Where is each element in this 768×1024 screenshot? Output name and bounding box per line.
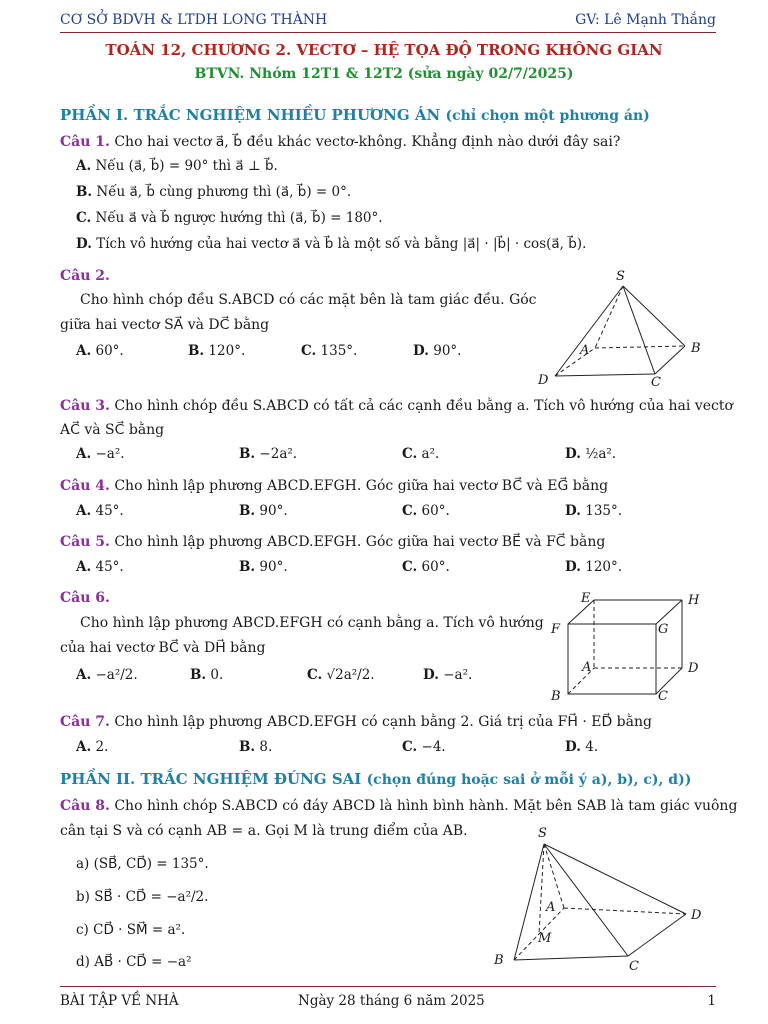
- label-s: S: [538, 826, 547, 841]
- q2-option-c[interactable]: C. 135°.: [301, 343, 358, 359]
- q3-option-d[interactable]: D. ½a².: [565, 446, 617, 462]
- part-2-title: PHẦN II. TRẮC NGHIỆM ĐÚNG SAI: [60, 770, 362, 788]
- q3-option-c[interactable]: C. a².: [402, 446, 440, 462]
- question-3-text-1: Cho hình chóp đều S.ABCD có tất cả các cạnh đều bằng a. Tích vô hướng của hai vectơ: [114, 398, 733, 414]
- footer-label: BÀI TẬP VỀ NHÀ: [60, 993, 179, 1009]
- question-2-label: Câu 2.: [60, 268, 110, 284]
- q1-option-c[interactable]: C. Nếu a⃗ và b⃗ ngược hướng thì (a⃗, b⃗) = 180°.: [76, 210, 383, 226]
- q5-option-a[interactable]: A. 45°.: [76, 559, 124, 575]
- question-7-label: Câu 7.: [60, 714, 110, 730]
- pyramid-figure-q2: [530, 264, 710, 388]
- question-4-text: Cho hình lập phương ABCD.EFGH. Góc giữa hai vectơ BC⃗ và EG⃗ bằng: [114, 478, 609, 494]
- part-1-title: PHẦN I. TRẮC NGHIỆM NHIỀU PHƯƠNG ÁN: [60, 106, 441, 124]
- question-5-label: Câu 5.: [60, 534, 110, 550]
- label-f: F: [551, 622, 561, 637]
- label-s: S: [616, 269, 625, 284]
- question-1: [60, 134, 620, 150]
- question-8-text-1: Cho hình chóp S.ABCD có đáy ABCD là hình bình hành. Mặt bên SAB là tam giác vuông: [114, 798, 738, 814]
- q4-option-d[interactable]: D. 135°.: [565, 503, 623, 519]
- q1-option-d[interactable]: D. Tích vô hướng của hai vectơ a⃗ và b⃗ là một số và bằng |a⃗| · |b⃗| · cos(a⃗, b⃗).: [76, 236, 587, 252]
- q1-option-b[interactable]: B. Nếu a⃗, b⃗ cùng phương thì (a⃗, b⃗) = 0°.: [76, 184, 352, 200]
- q8-item-d[interactable]: d) AB⃗ · CD⃗ = −a²: [76, 954, 192, 970]
- question-3-label: Câu 3.: [60, 398, 110, 414]
- cube-figure-q6: [540, 588, 720, 708]
- label-c: C: [658, 689, 668, 704]
- q2-option-d[interactable]: D. 90°.: [413, 343, 462, 359]
- question-3: [60, 398, 733, 414]
- q1-option-a[interactable]: A. Nếu (a⃗, b⃗) = 90° thì a⃗ ⊥ b⃗.: [76, 158, 278, 174]
- question-5: [60, 534, 605, 550]
- header-school: CƠ SỞ BDVH & LTDH LONG THÀNH: [60, 12, 328, 28]
- label-c: C: [629, 959, 639, 974]
- label-a: A: [546, 900, 556, 915]
- question-7: [60, 714, 652, 730]
- question-8-label: Câu 8.: [60, 798, 110, 814]
- header-teacher: GV: Lê Mạnh Thắng: [575, 12, 716, 28]
- label-c: C: [651, 375, 661, 390]
- label-b: B: [494, 953, 504, 968]
- q8-item-b[interactable]: b) SB⃗ · CD⃗ = −a²/2.: [76, 889, 209, 905]
- q7-option-a[interactable]: A. 2.: [76, 739, 109, 755]
- question-4-label: Câu 4.: [60, 478, 110, 494]
- question-8-text-2: cân tại S và có cạnh AB = a. Gọi M là trung điểm của AB.: [60, 823, 468, 839]
- q7-option-b[interactable]: B. 8.: [239, 739, 273, 755]
- label-d: D: [538, 373, 549, 388]
- page-number: 1: [707, 993, 716, 1009]
- question-3-text-2: AC⃗ và SC⃗ bằng: [60, 422, 165, 438]
- label-h: H: [688, 593, 700, 608]
- question-6-text-1: Cho hình lập phương ABCD.EFGH có cạnh bằng a. Tích vô hướng: [80, 615, 544, 631]
- q4-option-a[interactable]: A. 45°.: [76, 503, 124, 519]
- label-g: G: [658, 622, 669, 637]
- q5-option-d[interactable]: D. 120°.: [565, 559, 623, 575]
- pyramid-figure-q8: [486, 822, 716, 978]
- label-b: B: [551, 689, 561, 704]
- part-1-note: (chỉ chọn một phương án): [445, 108, 650, 124]
- label-a: A: [582, 660, 592, 675]
- q7-option-d[interactable]: D. 4.: [565, 739, 599, 755]
- footer-date: Ngày 28 tháng 6 năm 2025: [298, 993, 485, 1009]
- q6-option-d[interactable]: D. −a².: [423, 667, 473, 683]
- q5-option-b[interactable]: B. 90°.: [239, 559, 288, 575]
- label-d: D: [688, 661, 699, 676]
- question-6: [60, 590, 110, 606]
- label-m: M: [538, 931, 552, 946]
- question-2-text-1: Cho hình chóp đều S.ABCD có các mặt bên là tam giác đều. Góc: [80, 292, 537, 308]
- label-e: E: [581, 591, 591, 606]
- question-4: [60, 478, 608, 494]
- page-title: TOÁN 12, CHƯƠNG 2. VECTƠ – HỆ TỌA ĐỘ TRONG KHÔNG GIAN: [105, 41, 663, 59]
- page-subtitle: BTVN. Nhóm 12T1 & 12T2 (sửa ngày 02/7/2025): [194, 66, 574, 82]
- q2-option-b[interactable]: B. 120°.: [188, 343, 246, 359]
- part-2-note: (chọn đúng hoặc sai ở mỗi ý a), b), c), d)): [366, 772, 692, 788]
- question-2-text-2: giữa hai vectơ SA⃗ và DC⃗ bằng: [60, 317, 270, 333]
- question-6-label: Câu 6.: [60, 590, 110, 606]
- question-1-label: Câu 1.: [60, 134, 110, 150]
- q8-item-c[interactable]: c) CD⃗ · SM⃗ = a².: [76, 922, 186, 938]
- question-8: [60, 798, 737, 814]
- q4-option-b[interactable]: B. 90°.: [239, 503, 288, 519]
- question-1-text: Cho hai vectơ a⃗, b⃗ đều khác vectơ-không. Khẳng định nào dưới đây sai?: [114, 134, 621, 150]
- q2-option-a[interactable]: A. 60°.: [76, 343, 124, 359]
- q5-option-c[interactable]: C. 60°.: [402, 559, 450, 575]
- q6-option-c[interactable]: C. √2a²/2.: [307, 667, 375, 683]
- part-2-heading: [60, 770, 691, 788]
- label-d: D: [691, 908, 702, 923]
- question-2: [60, 268, 110, 284]
- part-1-heading: [60, 106, 650, 124]
- q8-item-a[interactable]: a) (SB⃗, CD⃗) = 135°.: [76, 856, 209, 872]
- q6-option-b[interactable]: B. 0.: [190, 667, 224, 683]
- question-6-text-2: của hai vectơ BC⃗ và DH⃗ bằng: [60, 640, 266, 656]
- question-5-text: Cho hình lập phương ABCD.EFGH. Góc giữa hai vectơ BE⃗ và FC⃗ bằng: [114, 534, 606, 550]
- page-header: [60, 10, 716, 33]
- question-7-text: Cho hình lập phương ABCD.EFGH có cạnh bằng 2. Giá trị của FH⃗ · ED⃗ bằng: [114, 714, 652, 730]
- page-footer: [60, 986, 716, 1009]
- q3-option-a[interactable]: A. −a².: [76, 446, 125, 462]
- q6-option-a[interactable]: A. −a²/2.: [76, 667, 138, 683]
- q4-option-c[interactable]: C. 60°.: [402, 503, 450, 519]
- label-a: A: [580, 343, 590, 358]
- q7-option-c[interactable]: C. −4.: [402, 739, 446, 755]
- q3-option-b[interactable]: B. −2a².: [239, 446, 298, 462]
- label-b: B: [691, 341, 701, 356]
